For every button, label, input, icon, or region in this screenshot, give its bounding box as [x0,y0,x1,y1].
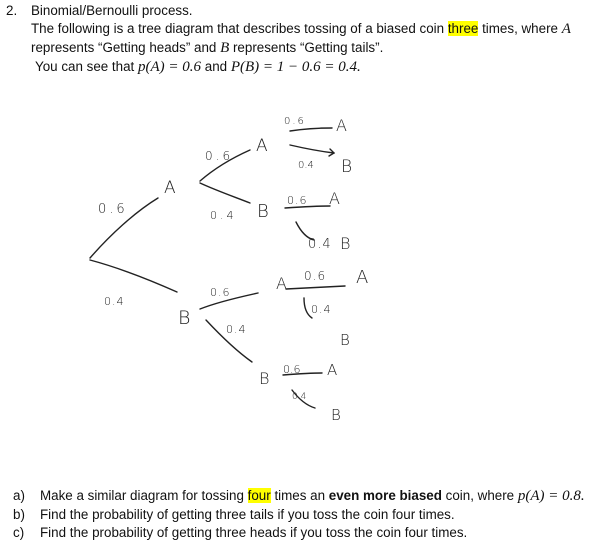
prob-root-heads: 0.6 [98,202,128,217]
prob-a-tails: 0.4 [210,209,237,222]
node-b: B [178,307,191,329]
branch-aa-b [290,145,334,153]
math-pb: P(B) = 1 − 0.6 = 0.4. [230,59,361,75]
node-a: A [164,178,176,198]
branch-ba-a [286,286,345,289]
intro-line-1 [31,21,571,38]
prob-bb-heads: 0.6 [283,363,301,376]
intro-line-3 [35,59,361,76]
task-label: b) [13,506,25,522]
task-text: times an [270,488,329,503]
node-ba: A [276,274,287,293]
intro-text: The following is a tree diagram that describes tossing of a biased coin [31,21,448,36]
prob-ab-tails: 0.4 [308,237,332,252]
task-a [13,488,585,507]
highlight-three: three [447,21,479,36]
leaf-bbb: B [331,406,341,424]
tree-diagram [0,90,420,430]
intro-text: and [201,59,231,74]
prob-ab-heads: 0.6 [287,194,308,207]
intro-text: You can see that [35,59,138,74]
node-aa: A [256,136,268,156]
prob-root-tails: 0.4 [104,295,125,308]
prob-ba-tails: 0.4 [311,303,332,316]
task-text: Find the probability of getting three heads if you toss the coin four times. [40,525,468,540]
intro-text: represents “Getting heads” and [31,40,221,55]
math-pa-new: p(A) = 0.8. [517,488,585,504]
branch-aa-a [290,128,332,131]
prob-ba-heads: 0.6 [304,269,327,283]
question-title: Binomial/Bernoulli process. [31,3,193,18]
math-var-b: B [220,40,230,56]
leaf-bab: B [340,331,350,349]
prob-b-heads: 0.6 [210,286,231,299]
node-bb: B [259,369,270,388]
task-b [13,507,585,526]
node-ab: B [257,201,269,222]
intro-text: times, where [478,21,562,36]
task-text: coin, where [441,488,518,503]
leaf-aba: A [329,189,340,208]
question-number: 2. [6,3,18,18]
task-list [13,488,585,544]
task-label: a) [13,488,25,503]
leaf-bba: A [327,361,338,379]
task-text: Make a similar diagram for tossing [40,488,248,503]
branch-a-b [200,183,250,203]
leaf-baa: A [356,267,369,288]
task-c [13,525,585,544]
branch-root-b [90,260,177,292]
leaf-aaa: A [336,116,347,135]
math-var-a: A [561,21,571,37]
prob-aa-heads: 0.6 [284,116,306,127]
task-label: c) [13,525,25,540]
prob-a-heads: 0.6 [205,149,234,163]
math-pa: p(A) = 0.6 [138,59,202,75]
highlight-four: four [247,488,271,503]
prob-b-tails: 0.4 [226,323,247,336]
task-bold-text: even more biased [328,488,442,503]
leaf-abb: B [340,234,351,253]
intro-text: represents “Getting tails”. [229,40,384,55]
prob-aa-tails: 0.4 [298,160,314,171]
prob-bb-tails: 0.4 [292,392,307,402]
task-text: Find the probability of getting three tails if you toss the coin four times. [40,506,455,522]
intro-line-2 [31,40,383,57]
leaf-aab: B [341,157,353,177]
